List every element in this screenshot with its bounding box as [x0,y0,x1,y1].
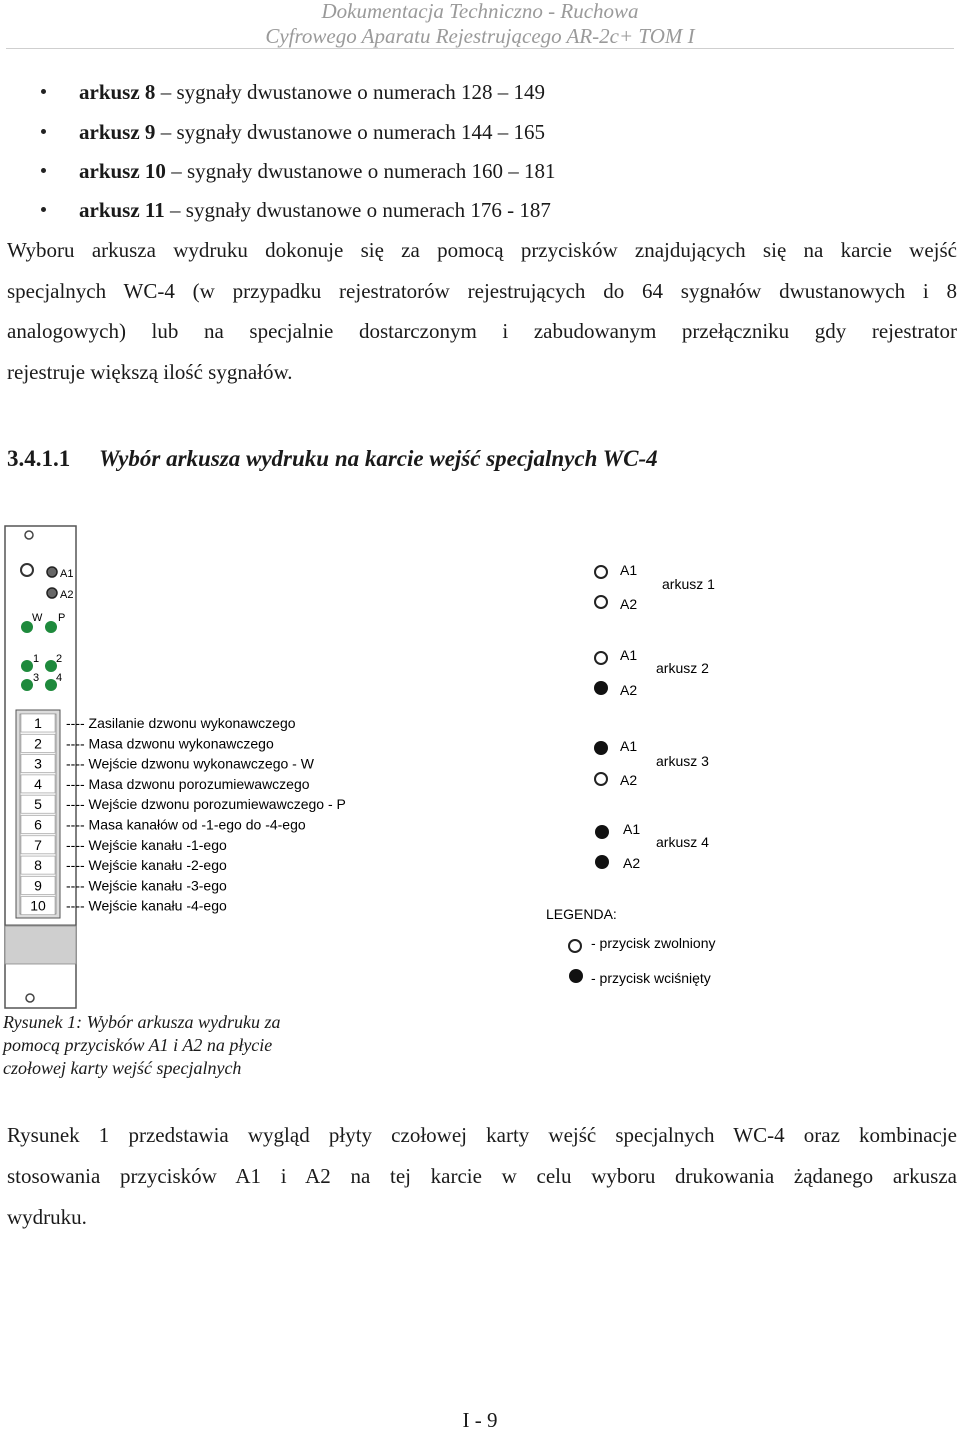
a1-pressed-icon [595,825,609,839]
led-4-label: 4 [56,672,63,684]
panel-released-button-icon [21,564,33,576]
sheet-description: – sygnały dwustanowe o numerach 144 – 165 [155,120,546,144]
led-3-icon [21,679,33,691]
led-w-label: W [32,612,43,624]
bullet-icon [41,129,46,134]
led-w-icon [21,621,33,633]
led-p-icon [45,621,57,633]
sheet-label: arkusz 4 [656,834,709,850]
combination-arkusz-1 [595,562,715,612]
terminal-number: 2 [34,735,42,752]
a2-label: A2 [620,682,638,698]
mounting-hole-icon [26,994,34,1002]
terminal-number: 3 [34,755,42,772]
led-2-label: 2 [56,653,63,665]
paragraph-figure-description [7,1115,957,1238]
page-number: I - 9 [462,1408,498,1432]
sheet-label: arkusz 3 [656,753,709,769]
bullet-icon [41,207,46,212]
legend-released-label: - przycisk zwolniony [591,935,716,951]
panel-a1-label: A1 [60,568,74,580]
terminal-number: 10 [30,897,46,914]
sheet-name: arkusz 11 [79,198,165,222]
legend-released-icon [569,940,581,952]
a1-label: A1 [620,562,638,578]
terminal-number: 7 [34,836,42,853]
paragraph-line: specjalnych WC-4 (w przypadku rejestratorów rejestrujących do 64 sygnałów dwustanowych i 8 [7,278,957,303]
caption-line: pomocą przycisków A1 i A2 na płycie [3,1035,273,1055]
header-divider [6,48,954,49]
section-number: 3.4.1.1 [7,446,71,471]
figure-caption [3,1011,280,1080]
section-title: Wybór arkusza wydruku na karcie wejść specjalnych WC-4 [99,446,658,471]
panel-a2-button-icon [47,588,57,598]
a1-label: A1 [620,738,638,754]
sheet-description: – sygnały dwustanowe o numerach 160 – 181 [165,159,556,183]
a2-label: A2 [620,596,638,612]
sheet-description: – sygnały dwustanowe o numerach 176 - 187 [164,198,551,222]
a1-released-icon [595,566,607,578]
led-3-label: 3 [33,672,40,684]
terminal-label: ---- Wejście kanału -3-ego [66,877,227,894]
combination-arkusz-3 [594,738,709,788]
terminal-label: ---- Wejście kanału -1-ego [66,836,227,853]
a1-label: A1 [620,647,638,663]
paragraph-line: Rysunek 1 przedstawia wygląd płyty czołowej karty wejść specjalnych WC-4 oraz kombinacje [7,1123,957,1147]
terminal-label: ---- Masa kanałów od -1-ego do -4-ego [66,816,306,833]
legend-title: LEGENDA: [546,906,617,922]
a2-released-icon [595,596,607,608]
a2-pressed-icon [595,855,609,869]
led-2-icon [45,660,57,672]
sheet-name: arkusz 8 [79,80,156,104]
terminal-label: ---- Zasilanie dzwonu wykonawczego [66,715,296,731]
header-line-2: Cyfrowego Aparatu Rejestrującego AR-2c+ TOM I [265,24,695,48]
legend [546,906,715,986]
a2-label: A2 [620,772,638,788]
sheet-label: arkusz 2 [656,660,709,676]
combination-arkusz-4 [595,821,709,871]
led-p-label: P [58,612,66,624]
terminal-label: ---- Wejście kanału -2-ego [66,857,227,874]
sheet-name: arkusz 10 [79,159,166,183]
terminal-label: ---- Wejście dzwonu wykonawczego - W [66,755,314,772]
terminal-label: ---- Masa dzwonu wykonawczego [66,735,274,752]
terminal-number: 4 [34,775,42,792]
caption-line: czołowej karty wejść specjalnych [3,1058,242,1078]
paragraph-line: stosowania przycisków A1 i A2 na tej karcie w celu wyboru drukowania żądanego arkusza [7,1164,957,1188]
terminal-label: ---- Masa dzwonu porozumiewawczego [66,775,310,792]
figure-wc4-panel [0,520,960,1012]
a2-pressed-icon [594,681,608,695]
a1-label: A1 [623,821,641,837]
bullet-icon [41,168,46,173]
a1-released-icon [595,652,607,664]
terminal-number: 9 [34,877,42,894]
panel-gray-strip [5,926,76,964]
led-4-icon [45,679,57,691]
a2-label: A2 [623,855,641,871]
a1-pressed-icon [594,741,608,755]
mounting-hole-icon [25,531,33,539]
paragraph-line: Wyboru arkusza wydruku dokonuje się za pomocą przycisków znajdujących się na karcie wejść [7,238,957,262]
panel-a1-button-icon [47,567,57,577]
paragraph-line: analogowych) lub na specjalnie dostarczonym i zabudowanym przełączniku gdy rejestrator [7,319,957,344]
combination-arkusz-2 [594,647,709,698]
panel-a2-label: A2 [60,589,74,601]
led-1-label: 1 [33,653,40,665]
bullet-icon [41,89,46,94]
legend-pressed-label: - przycisk wciśnięty [591,970,711,986]
terminal-number: 6 [34,816,42,833]
header-line-1: Dokumentacja Techniczno - Ruchowa [321,0,639,23]
paragraph-line: rejestruje większą ilość sygnałów. [7,360,293,385]
a2-released-icon [595,773,607,785]
paragraph-line: wydruku. [7,1205,87,1229]
terminal-label: ---- Wejście dzwonu porozumiewawczego - P [66,796,346,813]
terminal-number: 8 [34,857,42,874]
terminal-number: 1 [34,715,42,731]
legend-pressed-icon [569,969,583,983]
section-heading [7,446,658,472]
sheet-name: arkusz 9 [79,120,156,144]
led-1-icon [21,660,33,672]
paragraph-sheet-selection [7,230,957,393]
sheet-label: arkusz 1 [662,576,715,592]
terminal-label: ---- Wejście kanału -4-ego [66,897,227,914]
sheet-description: – sygnały dwustanowe o numerach 128 – 149 [155,80,546,104]
terminal-number: 5 [34,796,42,813]
caption-line: Rysunek 1: Wybór arkusza wydruku za [3,1012,281,1032]
